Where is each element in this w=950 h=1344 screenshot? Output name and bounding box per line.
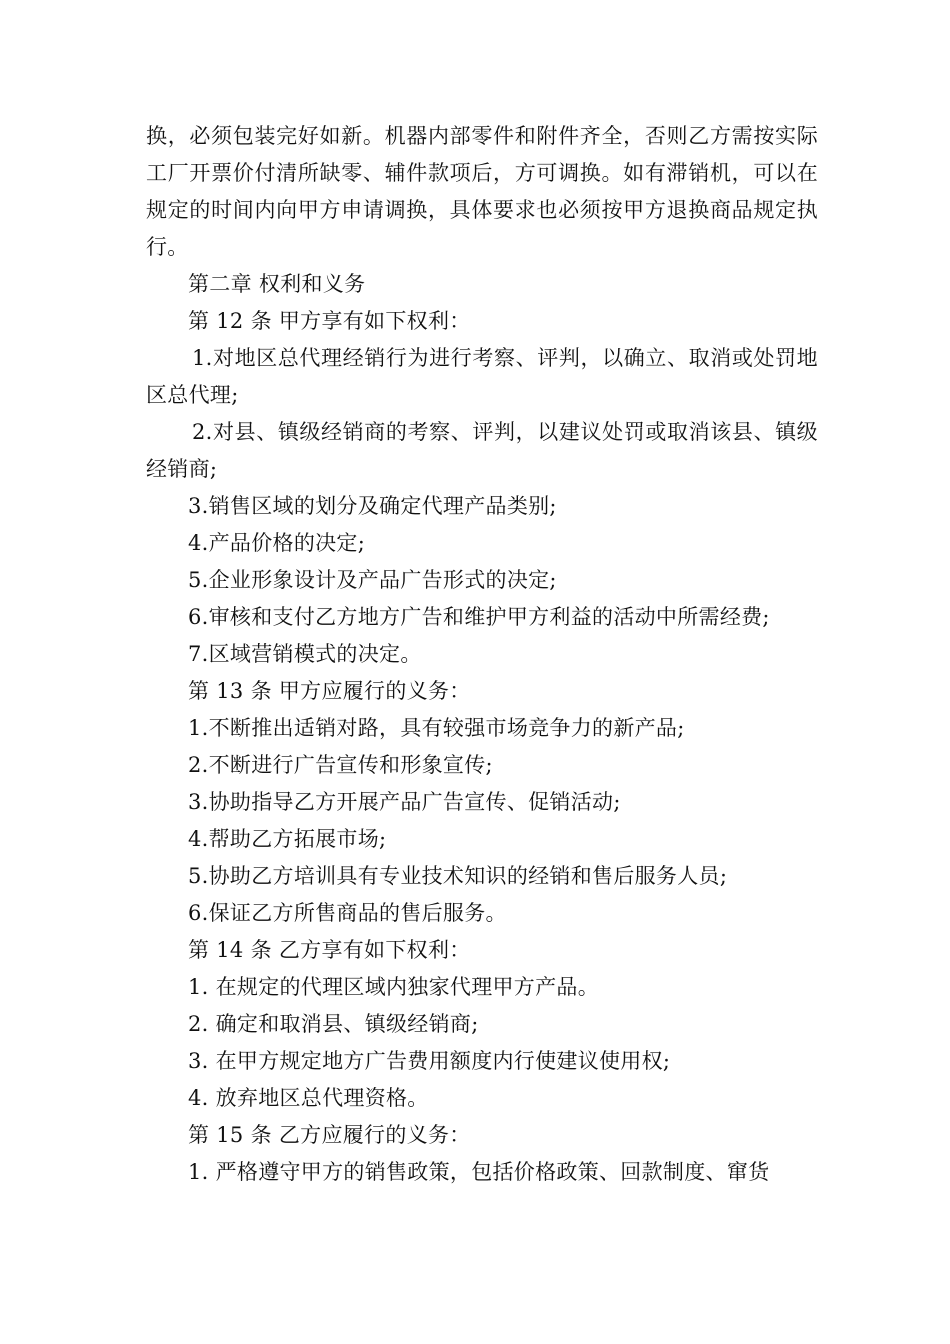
article-12-item-5: 5.企业形象设计及产品广告形式的决定; <box>188 568 557 592</box>
article-12-item-6: 6.审核和支付乙方地方广告和维护甲方利益的活动中所需经费; <box>188 605 770 629</box>
article-14-heading: 第 14 条 乙方享有如下权利： <box>188 938 471 962</box>
article-12-item-1: 1.对地区总代理经销行为进行考察、评判，以确立、取消或处罚地区总代理; <box>146 346 818 407</box>
article-12-item-7: 7.区域营销模式的决定。 <box>188 642 422 666</box>
article-14-item-4: 4. 放弃地区总代理资格。 <box>188 1086 429 1110</box>
article-15-item-1: 1. 严格遵守甲方的销售政策，包括价格政策、回款制度、窜货 <box>188 1160 770 1184</box>
article-12-item-2: 2.对县、镇级经销商的考察、评判，以建议处罚或取消该县、镇级经销商; <box>146 420 818 481</box>
article-13-item-5: 5.协助乙方培训具有专业技术知识的经销和售后服务人员; <box>188 864 728 888</box>
article-13-item-3: 3.协助指导乙方开展产品广告宣传、促销活动; <box>188 790 621 814</box>
paragraph-continuation: 换，必须包装完好如新。机器内部零件和附件齐全，否则乙方需按实际工厂开票价付清所缺零、辅件款项后，方可调换。如有滞销机，可以在规定的时间内向甲方申请调换，具体要求也必须按甲方退换商品规定执行。 <box>146 124 818 259</box>
article-13-item-1: 1.不断推出适销对路，具有较强市场竞争力的新产品; <box>188 716 685 740</box>
article-15-heading: 第 15 条 乙方应履行的义务： <box>188 1123 471 1147</box>
article-14-item-1: 1. 在规定的代理区域内独家代理甲方产品。 <box>188 975 600 999</box>
article-14-item-2: 2. 确定和取消县、镇级经销商; <box>188 1012 479 1036</box>
article-12-item-4: 4.产品价格的决定; <box>188 531 366 555</box>
article-12-heading: 第 12 条 甲方享有如下权利： <box>188 309 471 333</box>
article-12-item-3: 3.销售区域的划分及确定代理产品类别; <box>188 494 557 518</box>
chapter-heading: 第二章 权利和义务 <box>188 272 366 296</box>
article-14-item-3: 3. 在甲方规定地方广告费用额度内行使建议使用权; <box>188 1049 671 1073</box>
article-13-item-2: 2.不断进行广告宣传和形象宣传; <box>188 753 493 777</box>
document-body <box>146 118 818 1191</box>
article-13-item-4: 4.帮助乙方拓展市场; <box>188 827 387 851</box>
article-13-heading: 第 13 条 甲方应履行的义务： <box>188 679 471 703</box>
article-13-item-6: 6.保证乙方所售商品的售后服务。 <box>188 901 507 925</box>
